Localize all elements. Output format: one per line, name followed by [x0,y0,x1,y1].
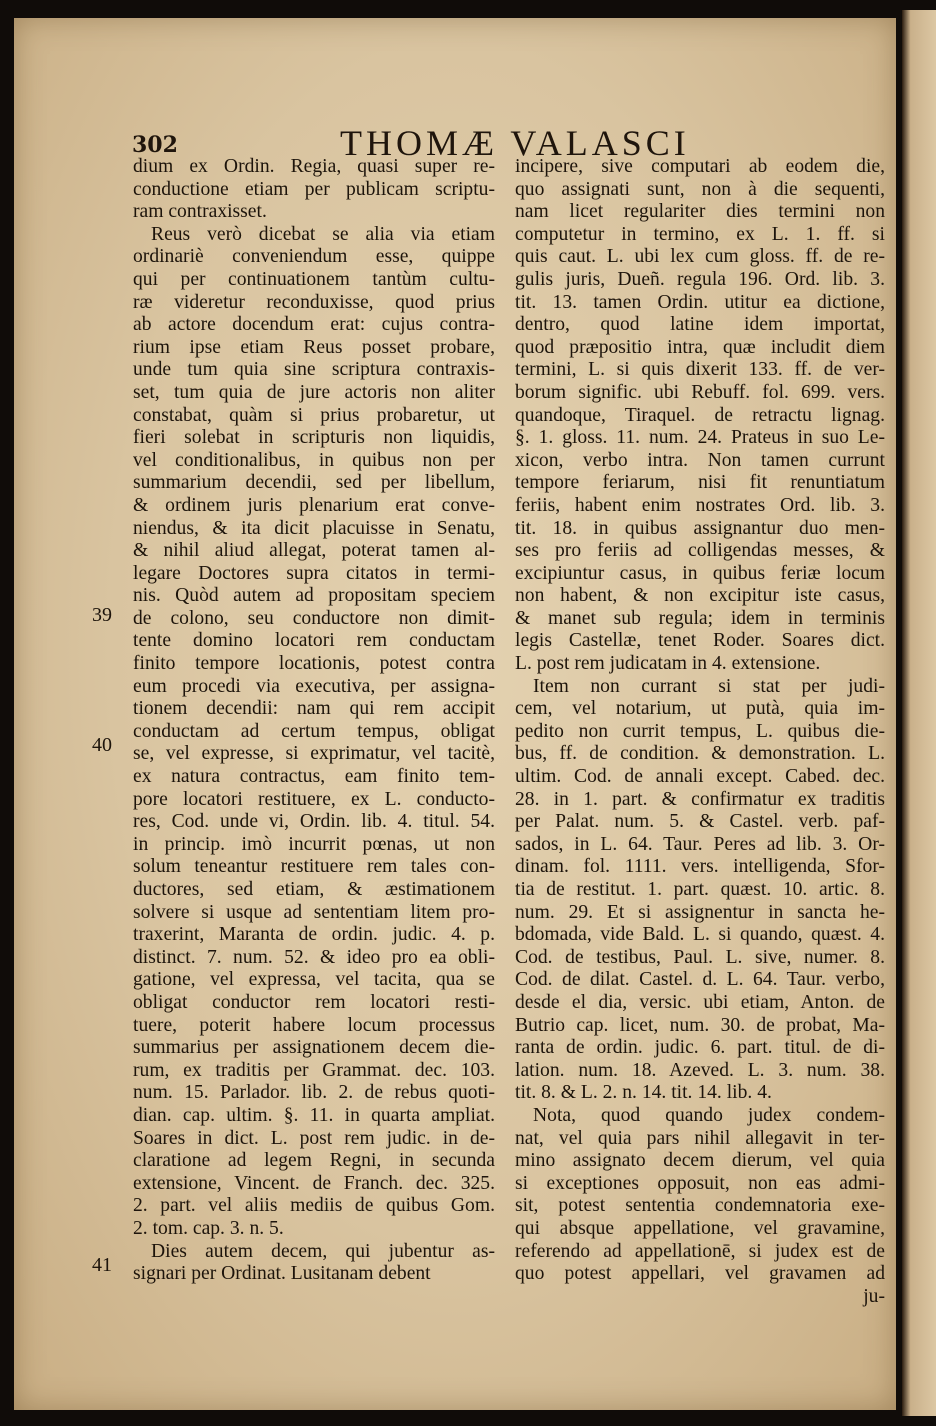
running-title: THOMÆ VALASCI [340,123,690,163]
text-line: non habent, & non excipitur iste casus, [515,585,885,607]
text-line: dinam. fol. 1111. vers. intelligenda, Sfor- [515,856,885,878]
text-line: ju- [863,1285,885,1307]
text-line: dentro, quod latine idem importat, [515,314,885,336]
text-line: constabat, quàm si prius probaretur, ut [133,404,495,426]
text-line: cem, vel notarium, ut putà, quia im- [515,698,885,720]
text-line: tente domino locatori rem conductam [133,630,495,652]
text-line: ordinariè conveniendum esse, quippe [133,246,495,268]
text-line: lation. num. 18. Azeved. L. 3. num. 38. [515,1059,885,1081]
text-line: mino assignato decem dierum, vel quia [515,1150,885,1172]
text-line: claratione ad legem Regni, in secunda [133,1150,495,1172]
text-line: nam licet regulariter dies termini non [515,201,885,223]
text-line: distinct. 7. num. 52. & ideo pro ea obli- [133,946,495,968]
text-line: conductam ad certum tempus, obligat [133,720,495,742]
text-line: xicon, verbo intra. Non tamen currunt [515,449,885,471]
text-line: Item non currant si stat per judi- [533,675,885,697]
text-line: quandoque, Tiraquel. de retractu lignag. [515,404,885,426]
text-line: §. 1. gloss. 11. num. 24. Prateus in suo Le- [515,427,885,449]
text-line: incipere, sive computari ab eodem die, [515,156,885,177]
text-line: legare Doctores supra citatos in termi- [133,562,495,584]
text-line: ab actore docendum erat: cujus contra- [133,314,495,336]
left-text-column [133,156,495,1286]
text-line: nat, vel quia pars nihil allegavit in ter- [515,1127,885,1149]
text-line: borum signific. ubi Rebuff. fol. 699. vers. [515,381,885,403]
text-line: legis Castellæ, tenet Roder. Soares dict. [515,630,885,652]
text-line: feriis, habent enim nostrates Ord. lib. 3. [515,494,885,516]
text-line: solum teneantur restituere rem tales con- [133,856,495,878]
text-line: de colono, seu conductore non dimit- [133,607,495,629]
text-line: sit, potest sententia condemnatoria exe- [515,1195,885,1217]
text-line: signari per Ordinat. Lusitanam debent [133,1263,431,1285]
text-line: Reus verò dicebat se alia via etiam [151,223,495,245]
text-line: num. 15. Parlador. lib. 2. de rebus quoti- [133,1082,495,1104]
text-line: quod præpositio intra, quæ includit diem [515,336,885,358]
text-line: obligat conductor rem locatori resti- [133,991,495,1013]
text-line: summarium decendii, sed per libellum, [133,472,495,494]
margin-number: 41 [92,1254,112,1276]
text-line: niendus, & ita dicit placuisse in Senatu, [133,517,495,539]
text-line: 2. part. vel aliis mediis de quibus Gom. [133,1195,495,1217]
text-line: Nota, quod quando judex condem- [533,1104,885,1126]
text-line: unde tum quia sine scriptura contraxis- [133,359,495,381]
page-number: 302 [132,132,178,158]
text-line: Cod. de dilat. Castel. d. L. 64. Taur. verbo, [515,969,885,991]
text-line: quo potest appellari, vel gravamen ad [515,1263,885,1285]
text-line: tit. 13. tamen Ordin. utitur ea dictione, [515,291,885,313]
text-line: ses pro feriis ad colligendas messes, & [515,540,885,562]
text-line: num. 29. Et si assignentur in sancta he- [515,901,885,923]
text-line: ram contraxisset. [133,201,267,223]
text-line: & ordinem juris plenarium erat conve- [133,494,495,516]
text-line: dium ex Ordin. Regia, quasi super re- [133,156,495,177]
text-line: L. post rem judicatam in 4. extensione. [515,653,821,675]
text-line: pore locatori restituere, ex L. conducto- [133,788,495,810]
text-line: gatione, vel expressa, vel tacita, qua se [133,969,495,991]
text-line: per Palat. num. 5. & Castel. verb. paf- [515,811,885,833]
margin-number: 40 [92,734,112,756]
text-line: termini, L. si quis dixerit 133. ff. de ver- [515,359,885,381]
text-line: res, Cod. unde vi, Ordin. lib. 4. titul. 54. [133,811,495,833]
text-line: tempore feriarum, nisi fit renuntiatum [515,472,885,494]
text-line: referendo ad appellationē, si judex est de [515,1240,885,1262]
text-line: bus, ff. de condition. & demonstration. L. [515,743,885,765]
text-line: & nihil aliud allegat, poterat tamen al- [133,540,495,562]
text-line: traxerint, Maranta de ordin. judic. 4. p. [133,924,495,946]
text-line: qui per continuationem tantùm cultu- [133,268,495,290]
text-line: ranta de ordin. judic. 6. part. titul. de di- [515,1037,885,1059]
text-line: ræ videretur reconduxisse, quod prius [133,291,495,313]
text-line: finito tempore locationis, potest contra [133,653,495,675]
text-line: ultim. Cod. de annali except. Cabed. dec. [515,766,885,788]
text-line: rium ipse etiam Reus posset probare, [133,336,495,358]
text-line: desde el dia, versic. ubi etiam, Anton. de [515,991,885,1013]
text-line: fieri solebat in scripturis non liquidis, [133,427,495,449]
text-line: vel conditionalibus, in quibus non per [133,449,495,471]
text-line: excipiuntur casus, in quibus feriæ locum [515,562,885,584]
text-line: gulis juris, Dueñ. regula 196. Ord. lib. 3. [515,268,885,290]
text-line: quo assignati sunt, non à die sequenti, [515,178,885,200]
facing-page-edge [902,10,936,1416]
text-line: Soares in dict. L. post rem judic. in de- [133,1127,495,1149]
margin-number: 39 [92,604,112,626]
text-line: & manet sub regula; idem in terminis [515,607,885,629]
text-line: computetur in termino, ex L. 1. ff. si [515,223,885,245]
text-line: tia de restitut. 1. part. quæst. 10. artic. 8. [515,879,885,900]
text-line: bdomada, vide Bald. L. si quando, quæst. 4. [515,924,885,946]
text-line: quis caut. L. ubi lex cum gloss. ff. de re- [515,246,885,268]
text-line: ex natura contractus, eam finito tem- [133,766,495,788]
text-line: tit. 8. & L. 2. n. 14. tit. 14. lib. 4. [515,1082,772,1104]
text-line: qui absque appellatione, vel gravamine, [515,1217,885,1239]
text-line: se, vel expresse, si exprimatur, vel tacitè, [133,743,495,765]
text-line: tuere, poterit habere locum processus [133,1014,495,1036]
text-line: ductores, sed etiam, & æstimationem [133,879,495,900]
text-line: dian. cap. ultim. §. 11. in quarta ampliat. [133,1104,495,1126]
text-line: Butrio cap. licet, num. 30. de probat, Ma- [515,1014,885,1036]
text-line: eum procedi via executiva, per assigna- [133,675,495,697]
text-line: Cod. de testibus, Paul. L. sive, numer. 8. [515,946,885,968]
text-line: Dies autem decem, qui jubentur as- [151,1240,495,1262]
text-line: in princip. imò incurrit pœnas, ut non [133,833,495,855]
text-line: pedito non currit tempus, L. quibus die- [515,720,885,742]
text-line: conductione etiam per publicam scriptu- [133,178,495,200]
text-line: tit. 18. in quibus assignantur duo men- [515,517,885,539]
text-line: 2. tom. cap. 3. n. 5. [133,1217,284,1239]
text-line: si exceptiones opposuit, non eas admi- [515,1172,885,1194]
text-line: rum, ex traditis per Grammat. dec. 103. [133,1059,495,1081]
text-line: tionem decendii: nam qui rem accipit [133,698,495,720]
text-line: nis. Quòd autem ad propositam speciem [133,585,495,607]
text-line: summarius per assignationem decem die- [133,1037,495,1059]
text-line: solvere si usque ad sententiam litem pro- [133,901,495,923]
text-line: sados, in L. 64. Taur. Peres ad lib. 3. Or- [515,833,885,855]
right-text-column [515,156,885,1308]
text-line: 28. in 1. part. & confirmatur ex traditis [515,788,885,810]
text-line: set, tum quia de jure actoris non aliter [133,381,495,403]
text-line: extensione, Vincent. de Franch. dec. 325. [133,1172,495,1194]
